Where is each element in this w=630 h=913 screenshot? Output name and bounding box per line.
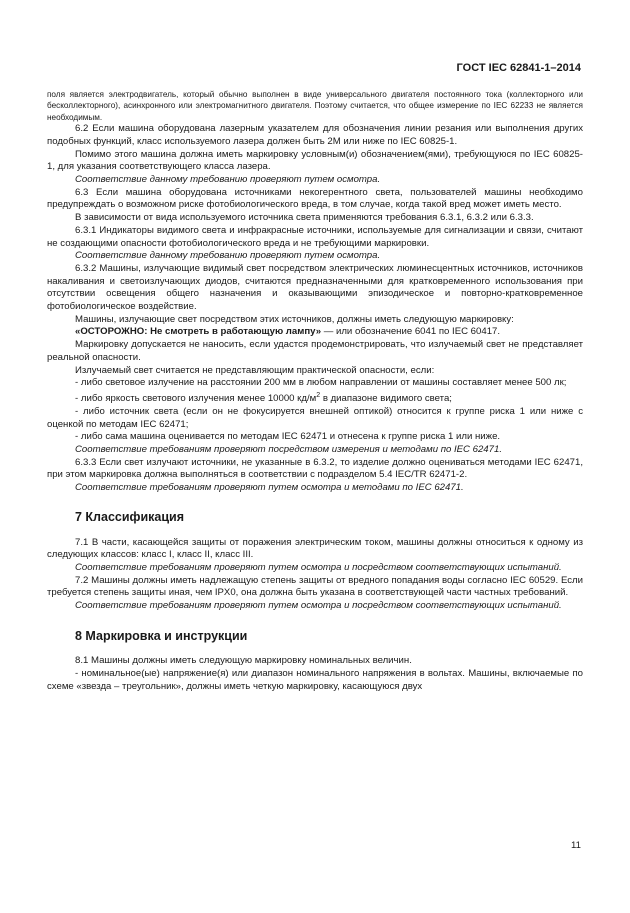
list-item: - либо источник света (если он не фокусируется внешней оптикой) относится к группе риска 1 или ниже с оценкой по методам IEC 62471; [47,405,583,430]
warning-alternative: — или обозначение 6041 по IEC 60417. [321,326,501,338]
paragraph-6-3-3: 6.3.3 Если свет излучают источники, не указанные в 6.3.2, то изделие должно оцениваться методами IEC 62471, при этом маркировка должна выполняться в соответствии с подразделом 5.4 IEC/TR 62471-2. [47,456,583,481]
note-paragraph: поля является электродвигатель, который обычно выполнен в виде универсального двигателя постоянного тока (коллекторного или бесколлекторного), асинхронного или электромагнитного двигателя. Поэтому считается, что общее измерение по IEC 62233 не является необходимым. [47,90,583,122]
paragraph-6-3-2-marking: Машины, излучающие свет посредством этих источников, должны иметь следующую маркировку: [75,313,514,325]
paragraph-7-2-compliance: Соответствие требованиям проверяют путем осмотра и посредством соответствующих испытаний. [75,600,562,612]
paragraph-7-1-compliance: Соответствие требованиям проверяют путем осмотра и посредством соответствующих испытаний. [75,561,562,573]
list-item: - либо световое излучение на расстоянии 200 мм в любом направлении от машины составляет менее 500 лк; [75,377,567,389]
paragraph-6-2-marking: Помимо этого машина должна иметь маркировку условным(и) обозначением(ями), требующуюся по IEC 60825-1, для указания соответствующего класса лазера. [47,148,583,173]
paragraph-8-1-voltage: - номинальное(ые) напряжение(я) или диапазон номинального напряжения в вольтах. Машины, включаемые по схеме «звезда – треугольник», должны иметь четкую маркировку, касающуюся двух [47,668,583,692]
page-number: 11 [571,840,581,851]
paragraph-6-3-requirements: В зависимости от вида используемого источника света применяются требования 6.3.1, 6.3.2 или 6.3.3. [75,212,534,224]
paragraph-6-3-2-conditions: Излучаемый свет считается не представляющим практической опасности, если: [75,364,435,376]
list-item: - либо яркость светового излучения менее 10000 $кд/м^2$ в диапазоне видимого света; [75,391,452,405]
paragraph-6-3-3-compliance: Соответствие требованиям проверяют путем осмотра и методами по IEC 62471. [75,482,464,494]
paragraph-6-2-compliance: Соответствие данному требованию проверяют путем осмотра. [75,174,381,186]
paragraph-6-3-1-compliance: Соответствие данному требованию проверяют путем осмотра. [75,250,381,262]
warning-text: «ОСТОРОЖНО: Не смотреть в работающую лампу» [75,326,322,338]
paragraph-7-1: 7.1 В части, касающейся защиты от поражения электрическим током, машины должны относиться к одному из следующих классов: класс I, класс II, класс III. [47,536,583,561]
paragraph-8-1: 8.1 Машины должны иметь следующую маркировку номинальных величин. [75,655,412,667]
paragraph-6-3-2: 6.3.2 Машины, излучающие видимый свет посредством электрических люминесцентных источников, источников накаливания и светоизлучающих диодов, считаются предназначенными для кратковременного использования при отсутствии освещения общего назначения и оказывающими эпизодическое и повторно-кратковременное фотобиологическое воздействие. [47,262,583,313]
document-header: ГОСТ IEC 62841-1–2014 [456,62,581,74]
paragraph-6-2: 6.2 Если машина оборудована лазерным указателем для обозначения линии резания или выполнения других подобных функций, класс используемого лазера должен быть 2M или ниже по IEC 60825-1. [47,123,583,147]
page-body [47,89,583,694]
paragraph-6-3-2-exemption: Маркировку допускается не наносить, если удастся продемонстрировать, что излучаемый свет не представляет реальной опасности. [47,339,583,363]
list-item: - либо сама машина оценивается по методам IEC 62471 и отнесена к группе риска 1 или ниже. [75,431,501,443]
paragraph-6-3-2-warning [47,326,583,339]
paragraph-6-3-2-compliance: Соответствие требованиям проверяют посредством измерения и методами по IEC 62471. [75,443,502,455]
paragraph-6-3-1: 6.3.1 Индикаторы видимого света и инфракрасные источники, используемые для сигнализации и связи, считают не создающими опасности фотобиологического вреда и не требующими маркировки. [47,224,583,249]
paragraph-7-2: 7.2 Машины должны иметь надлежащую степень защиты от вредного попадания воды согласно IEC 60529. Если требуется степень защиты иная, чем IPX0, она должна быть указана в соответствующей части частных требований. [47,574,583,599]
paragraph-6-3: 6.3 Если машина оборудована источниками некогерентного света, пользователей машины необходимо предупреждать о возможном риске фотобиологического вреда, в том случае, когда такой вред может иметь место. [47,186,583,211]
section-8-heading: 8 Маркировка и инструкции [75,628,248,643]
section-7-heading: 7 Классификация [75,509,185,524]
